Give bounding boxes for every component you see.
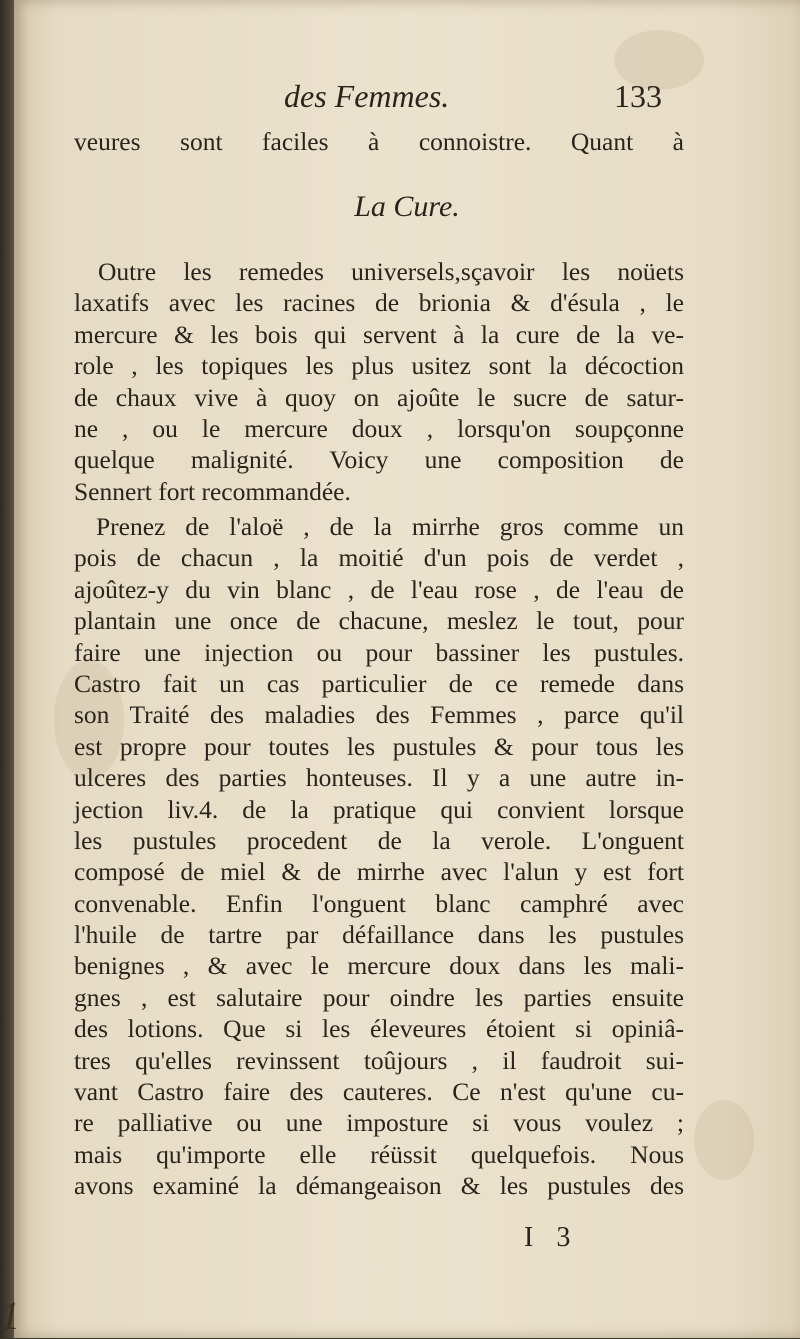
text-line: Outre les remedes universels,sçavoir les noüets: [98, 257, 684, 286]
text-line: convenable. Enfin l'onguent blanc camphré avec: [74, 888, 684, 918]
text-line: Prenez de l'aloë , de la mirrhe gros comme un: [96, 512, 684, 541]
text-line: est propre pour toutes les pustules & pour tous les: [74, 731, 684, 761]
text-line: plantain une once de chacune, meslez le tout, pour: [74, 606, 684, 636]
text-line: vant Castro faire des cauteres. Ce n'est qu'une cu-: [74, 1077, 684, 1107]
running-head-title: des Femmes.: [284, 78, 450, 114]
text-line: laxatifs avec les racines de brionia & d'ésula , le: [74, 288, 684, 318]
text-line: quelque malignité. Voicy une composition de: [74, 445, 684, 475]
page-gutter: [0, 0, 14, 1338]
text-line: benignes , & avec le mercure doux dans les mali-: [74, 951, 684, 981]
text-line: tres qu'elles revinssent toûjours , il faudroit sui-: [74, 1045, 684, 1075]
intro-text: [74, 126, 684, 157]
running-head: [14, 78, 800, 128]
text-line: de chaux vive à quoy on ajoûte le sucre de satur-: [74, 382, 684, 412]
text-line: les pustules procedent de la verole. L'onguent: [74, 825, 684, 855]
paragraph-2: [74, 511, 684, 1202]
text-line: role , les topiques les plus usitez sont la décoction: [74, 351, 684, 381]
text-line: ne , ou le mercure doux , lorsqu'on soupçonne: [74, 413, 684, 443]
text-line: avons examiné la démangeaison & les pustules des: [74, 1171, 684, 1201]
text-line: pois de chacun , la moitié d'un pois de verdet ,: [74, 543, 684, 573]
text-line: veures sont faciles à connoistre. Quant à: [74, 127, 684, 156]
text-line: Castro fait un cas particulier de ce remede dans: [74, 668, 684, 698]
text-line: mais qu'importe elle réüssit quelquefois. Nous: [74, 1139, 684, 1169]
text-line: faire une injection ou pour bassiner les pustules.: [74, 637, 684, 667]
paper-stain: [694, 1100, 754, 1180]
signature-mark: I 3: [524, 1222, 579, 1253]
text-line: re palliative ou une imposture si vous voulez ;: [74, 1108, 684, 1138]
corner-mark: 1: [0, 1293, 20, 1338]
text-line: gnes , est salutaire pour oindre les parties ensuite: [74, 982, 684, 1012]
text-line: composé de miel & de mirrhe avec l'alun y est fort: [74, 857, 684, 887]
text-line: Sennert fort recommandée.: [74, 476, 351, 506]
text-line: son Traité des maladies des Femmes , parce qu'il: [74, 700, 684, 730]
text-line: jection liv.4. de la pratique qui convient lorsque: [74, 794, 684, 824]
text-line: ulceres des parties honteuses. Il y a une autre in-: [74, 763, 684, 793]
section-title: La Cure.: [354, 190, 460, 223]
paragraph-1: [74, 256, 684, 507]
text-line: ajoûtez-y du vin blanc , de l'eau rose , de l'eau de: [74, 574, 684, 604]
book-page: [14, 0, 800, 1338]
text-line: mercure & les bois qui servent à la cure de la ve-: [74, 319, 684, 349]
text-line: des lotions. Que si les éleveures étoient si opiniâ-: [74, 1014, 684, 1044]
page-number: 133: [614, 78, 662, 114]
text-line: l'huile de tartre par défaillance dans les pustules: [74, 920, 684, 950]
